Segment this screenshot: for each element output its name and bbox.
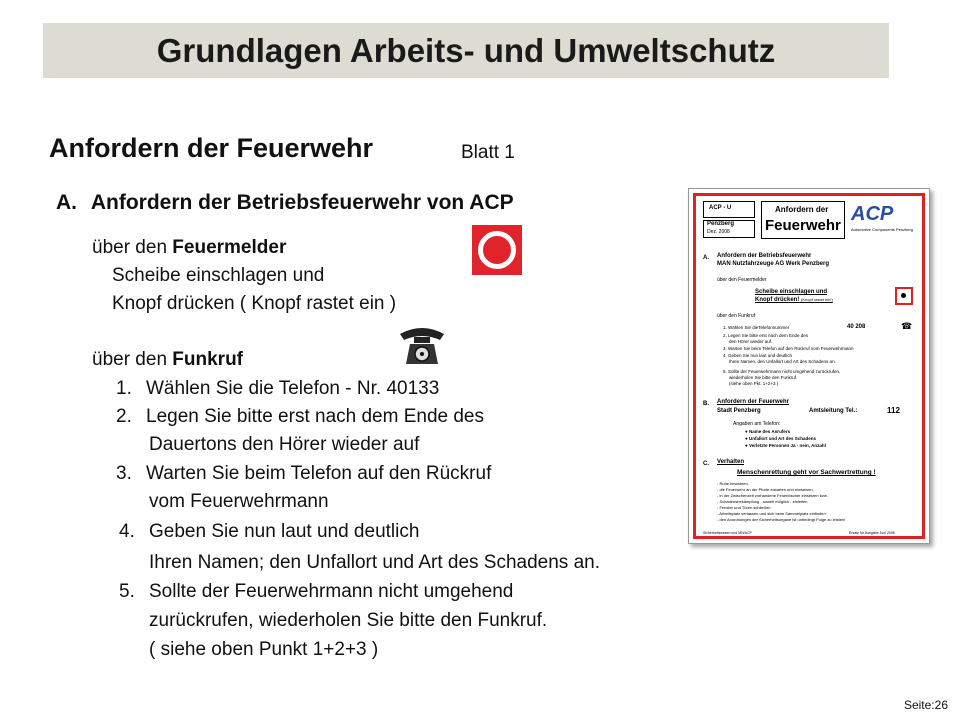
poster-melder-1: Scheibe einschlagen und: [755, 289, 828, 295]
poster-c-label: C.: [703, 461, 709, 467]
poster-c-item: - in der Zwischenzeit vorhandene Feuerlöscher einsetzen bzw.: [717, 493, 828, 498]
step-number: 3.: [116, 463, 132, 484]
funkruf-line: [92, 349, 243, 371]
poster-funk-step: den Hörer wieder auf.: [729, 339, 773, 344]
poster-melder-2: Knopf drücken! (Knopf rastet ein!): [755, 297, 833, 303]
poster-b-item: ● Unfallort und Art des Schadens: [745, 436, 817, 441]
fire-alarm-button-icon: [472, 225, 522, 275]
funkruf-label: Funkruf: [172, 349, 244, 370]
step-text: Legen Sie bitte erst nach dem Ende des: [146, 406, 485, 427]
step-4-cont: Ihren Namen; den Unfallort und Art des Schadens an.: [149, 552, 600, 573]
feuermelder-line: [92, 237, 286, 259]
poster-footer-right: Ersatz für Ausgabe Juni 2006: [849, 531, 895, 535]
poster-c-item: - Schadensbekämpfung - soweit möglich - einleiten: [717, 499, 808, 504]
step-5-cont-2: ( siehe oben Punkt 1+2+3 ): [149, 639, 379, 660]
poster-c-item: - Ruhe bewahren,: [717, 481, 749, 486]
poster-funk-step: Ihren Namen, den Unfallort und Art des Schadens an.: [729, 359, 836, 364]
step-text: Warten Sie beim Telefon auf den Rückruf: [146, 463, 492, 484]
step-text: Sollte der Feuerwehrmann nicht umgehend: [149, 581, 514, 602]
section-a-title: Anfordern der Betriebsfeuerwehr von ACP: [90, 191, 514, 214]
poster-telephone-icon: ☎: [901, 321, 913, 331]
poster-b-number: 112: [887, 406, 900, 415]
poster-c-item: - den Anordnungen der Sicherheitsorgane ist unbedingt Folge zu leisten!: [717, 517, 846, 522]
title-banner: [43, 23, 889, 78]
poster-funk-number: 40 208: [847, 324, 866, 330]
step-5-cont: zurückrufen, wiederholen Sie bitte den Funkruf.: [149, 610, 548, 631]
poster-a-label: A.: [703, 255, 709, 261]
telephone-icon: [396, 324, 448, 366]
step-number: 1.: [116, 378, 132, 399]
poster-tag-1: ACP - U: [709, 205, 732, 211]
step-3-cont: vom Feuerwehrmann: [149, 491, 329, 512]
step-text: Wählen Sie die Telefon - Nr. 40133: [146, 378, 440, 399]
step-1: [116, 378, 439, 400]
poster-a-title: Anfordern der Betriebsfeuerwehr: [717, 253, 812, 259]
poster-funk-step: (siehe oben Pkt. 1+2+3 ): [729, 381, 779, 386]
poster-a-sub: MAN Nutzfahrzeuge AG Werk Penzberg: [717, 261, 830, 267]
poster-head-small: Anfordern der: [775, 205, 829, 214]
poster-c-item: - Fenster und Türen schließen: [717, 505, 771, 510]
sheet-label: Blatt 1: [461, 142, 515, 163]
step-5: [119, 581, 513, 603]
poster-b-label: B.: [703, 401, 709, 407]
section-a-label: A.: [56, 191, 77, 214]
poster-logo: ACP: [851, 203, 894, 225]
step-2-cont: Dauertons den Hörer wieder auf: [149, 434, 420, 455]
poster-c-motto: Menschenrettung geht vor Sachwertrettung !: [737, 469, 876, 476]
poster-b-sub: Stadt Penzberg: [717, 408, 761, 414]
poster-b-item: ● Name des Anrufers: [745, 429, 791, 434]
poster-funk-step: 2. Legen Sie bitte erst nach dem Ende des: [723, 333, 809, 338]
poster-funk-step: 4. Geben Sie nun laut und deutlich: [723, 353, 793, 358]
feuermelder-step-2: Knopf drücken ( Knopf rastet ein ): [112, 293, 397, 314]
step-number: 5.: [119, 581, 135, 602]
poster-funk-step: 1. Wählen Sie dieTelefonnummer: [723, 325, 790, 330]
poster-b-amt: Amtsleitung Tel.:: [809, 408, 858, 414]
step-3: [116, 463, 491, 485]
poster-c-title: Verhalten: [717, 459, 745, 465]
step-number: 2.: [116, 406, 132, 427]
feuermelder-step-1: Scheibe einschlagen und: [112, 265, 325, 286]
step-number: 4.: [119, 521, 135, 542]
poster-funk-step: wiederholen Sie bitte den Funkruf.: [729, 375, 798, 380]
page-number: Seite:26: [903, 698, 948, 712]
poster-head-big: Feuerwehr: [765, 217, 841, 234]
poster-c-item: - Arbeitsplatz verlassen und sich beim Sammelplatz einfinden: [717, 511, 826, 516]
section-a-heading: [56, 191, 514, 215]
fire-emergency-poster-thumbnail: [688, 188, 930, 544]
poster-b-info: Angaben am Telefon:: [733, 421, 781, 427]
page-title: Grundlagen Arbeits- und Umweltschutz: [156, 31, 776, 69]
poster-tag-2: Penzberg: [707, 221, 735, 227]
poster-b-item: ● Verletzte Personen Ja - nein, Anzahl: [745, 443, 826, 448]
poster-logo-sub: Automotive Components Penzberg: [851, 227, 914, 232]
poster-footer-left: Sicherheitswesen und MN/ACP: [703, 531, 752, 535]
step-4: [119, 521, 419, 543]
poster-b-title: Anfordern der Feuerwehr: [717, 399, 790, 405]
poster-funk-step: 3. Warten Sie beim Telefon auf den Rückruf vom Feuerwehrmann: [723, 346, 854, 351]
feuermelder-prefix: über den: [92, 237, 173, 258]
funkruf-prefix: über den: [92, 349, 173, 370]
section-heading-title: Anfordern der Feuerwehr: [49, 133, 374, 163]
feuermelder-label: Feuermelder: [172, 237, 287, 258]
poster-funk-step: 5. Sollte der Feuerwehrmann nicht umgehend zurückrufen,: [723, 369, 841, 374]
poster-tag-3: Dez. 2008: [707, 229, 730, 235]
step-2: [116, 406, 484, 428]
section-heading: [49, 133, 373, 164]
poster-melder: über den Feuermelder: [717, 277, 767, 283]
poster-c-item: - die Feuerwehr an der Pforte erwarten und einweisen,: [717, 487, 814, 492]
step-text: Geben Sie nun laut und deutlich: [149, 521, 420, 542]
poster-funk: über den Funkruf: [717, 313, 756, 319]
